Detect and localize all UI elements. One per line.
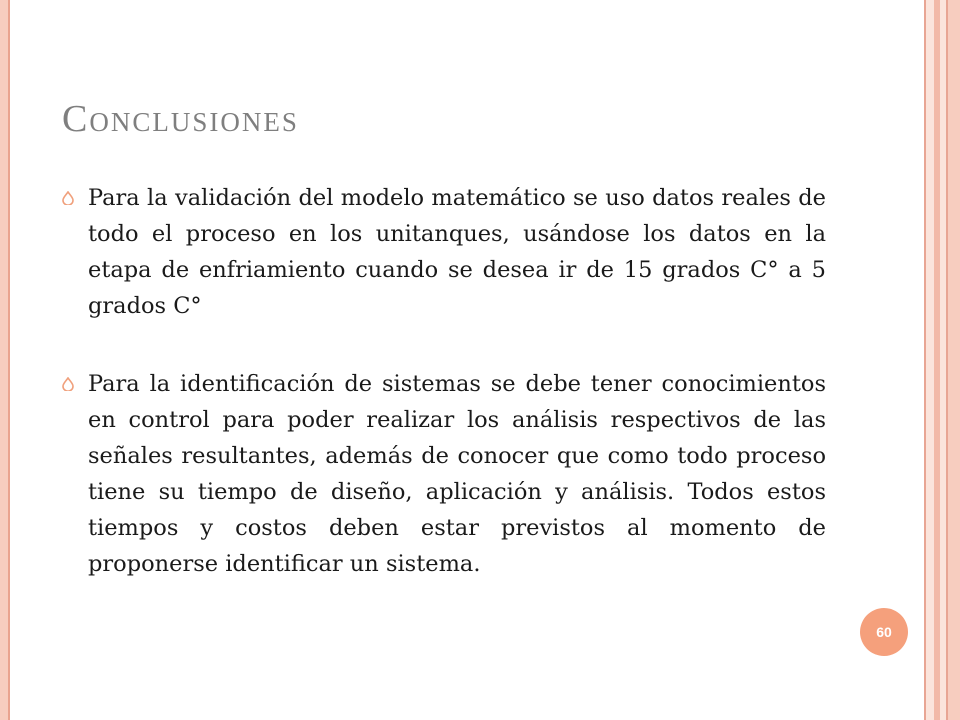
bullet-text: Para la validación del modelo matemático se uso datos reales de todo el proceso en los unitanques, usándose los datos en la etapa de enfriamiento cuando se desea ir de 15 grados C° a 5 grados C° [88,185,826,319]
bullet-item [62,366,826,582]
bullet-text: Para la identificación de sistemas se debe tener conocimientos en control para poder realizar los análisis respectivos de las señales resultantes, además de conocer que como todo proceso tiene su tiempo de diseño, aplicación y análisis. Todos estos tiempos y costos deben estar previstos al momento de proponerse identificar un sistema. [88,371,826,577]
bullet-list [62,180,826,624]
teardrop-bullet-icon [62,377,74,391]
slide-title: Conclusiones [62,98,299,140]
teardrop-bullet-icon [62,191,74,205]
bullet-item [62,180,826,324]
left-frame-stripe [0,0,10,720]
right-frame-stripes [918,0,960,720]
page-number-badge: 60 [860,608,908,656]
